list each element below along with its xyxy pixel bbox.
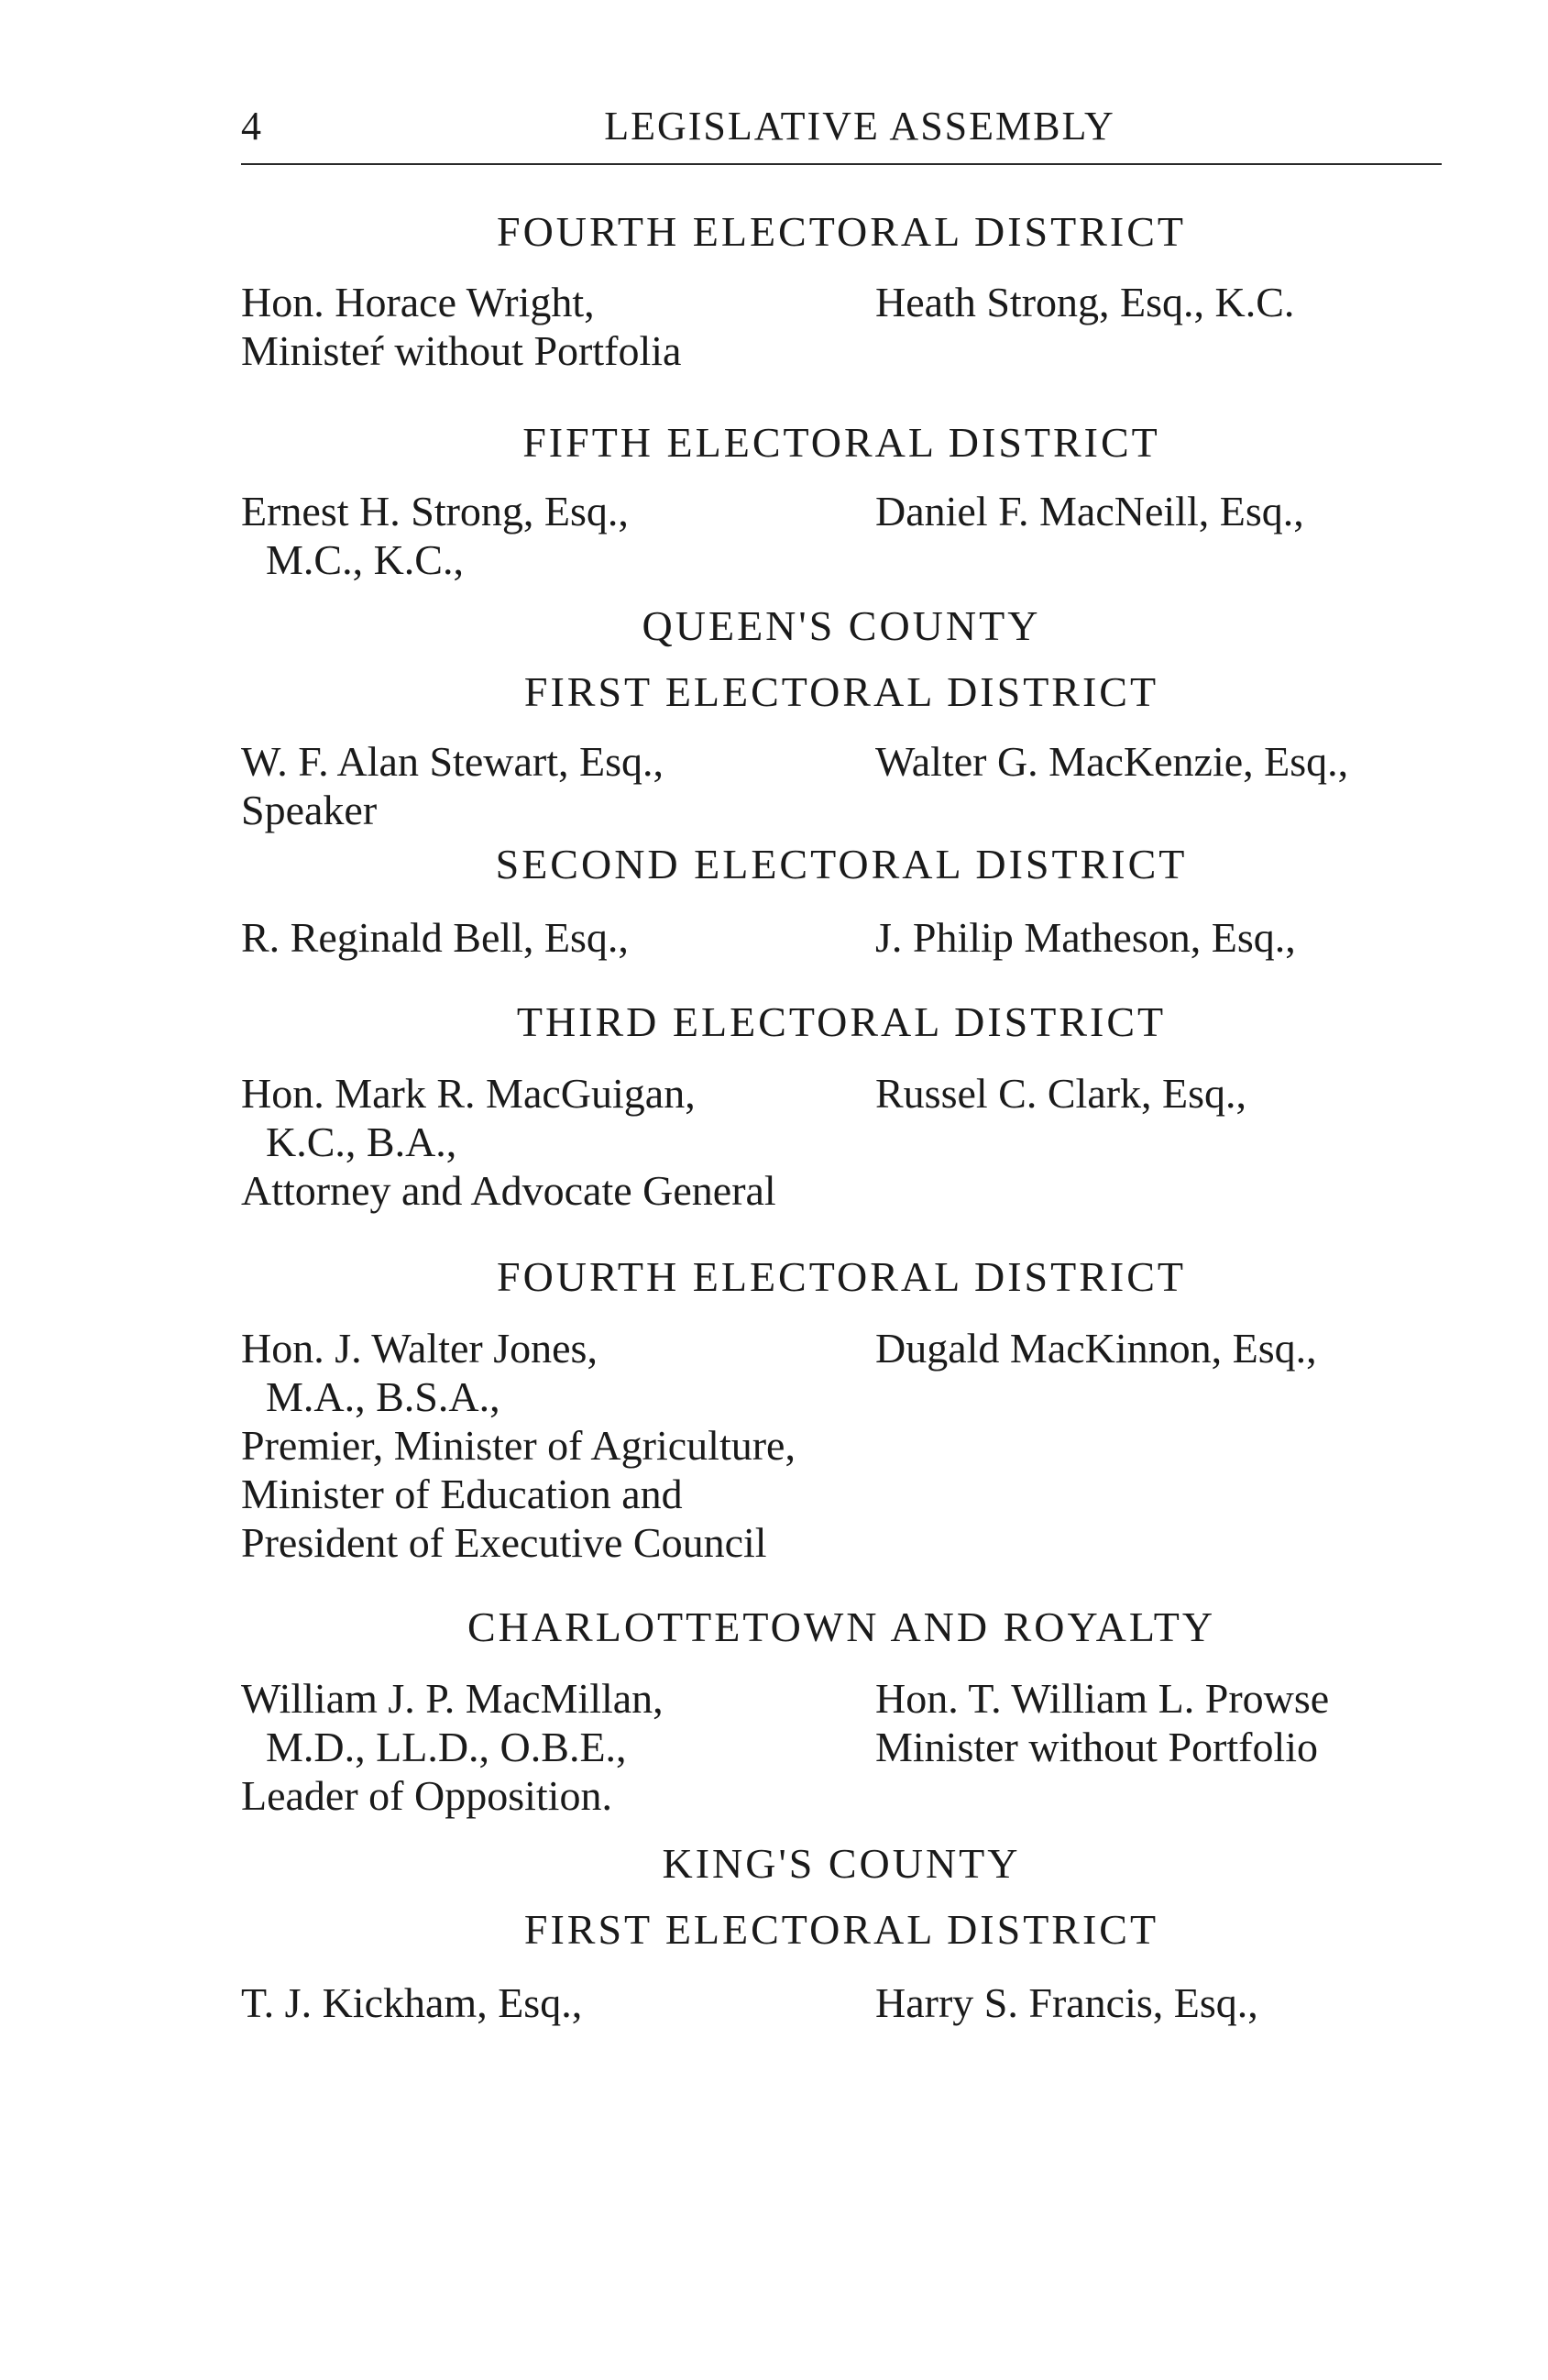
member-name: Harry S. Francis, Esq., [875,1979,1258,2026]
county-heading: KING'S COUNTY [662,1840,1021,1887]
district-heading: FOURTH ELECTORAL DISTRICT [496,1253,1187,1300]
member-credentials: M.A., B.S.A., [266,1373,500,1420]
member-title: President of Executive Council [241,1519,767,1566]
member-title: Leader of Opposition. [241,1772,612,1819]
district-heading: FIRST ELECTORAL DISTRICT [523,668,1159,715]
page-number: 4 [241,104,261,149]
member-credentials: M.D., LL.D., O.B.E., [266,1724,627,1770]
district-heading: THIRD ELECTORAL DISTRICT [516,998,1167,1045]
member-name: R. Reginald Bell, Esq., [241,914,629,961]
district-heading: CHARLOTTETOWN AND ROYALTY [467,1603,1216,1650]
district-heading: FOURTH ELECTORAL DISTRICT [496,208,1187,255]
member-name: Hon. Mark R. MacGuigan, [241,1070,696,1117]
member-name: Heath Strong, Esq., K.C. [875,279,1295,325]
district-heading: FIFTH ELECTORAL DISTRICT [522,419,1160,466]
member-title: Ministeŕ without Portfolia [241,327,682,374]
running-header [241,99,1442,165]
district-heading: FIRST ELECTORAL DISTRICT [523,1906,1159,1953]
member-title: Minister of Education and [241,1471,683,1517]
member-title: Speaker [241,787,378,833]
member-title: Premier, Minister of Agriculture, [241,1422,796,1469]
member-title: Minister without Portfolio [875,1724,1318,1770]
member-name: T. J. Kickham, Esq., [241,1979,583,2026]
member-name: Hon. J. Walter Jones, [241,1325,598,1372]
member-name: Hon. Horace Wright, [241,279,595,325]
member-name: William J. P. MacMillan, [241,1675,664,1722]
member-name: J. Philip Matheson, Esq., [875,914,1296,961]
county-heading: QUEEN'S COUNTY [642,602,1041,649]
member-name: Dugald MacKinnon, Esq., [875,1325,1317,1372]
member-credentials: K.C., B.A., [266,1118,457,1165]
member-title: Attorney and Advocate General [241,1167,776,1214]
member-name: Daniel F. MacNeill, Esq., [875,488,1304,534]
member-name: Walter G. MacKenzie, Esq., [875,738,1349,785]
member-name: Hon. T. William L. Prowse [875,1675,1330,1722]
member-credentials: M.C., K.C., [266,536,464,583]
member-name: W. F. Alan Stewart, Esq., [241,738,664,785]
district-heading: SECOND ELECTORAL DISTRICT [495,841,1188,887]
member-name: Ernest H. Strong, Esq., [241,488,629,534]
running-title: LEGISLATIVE ASSEMBLY [604,104,1115,149]
member-name: Russel C. Clark, Esq., [875,1070,1247,1117]
